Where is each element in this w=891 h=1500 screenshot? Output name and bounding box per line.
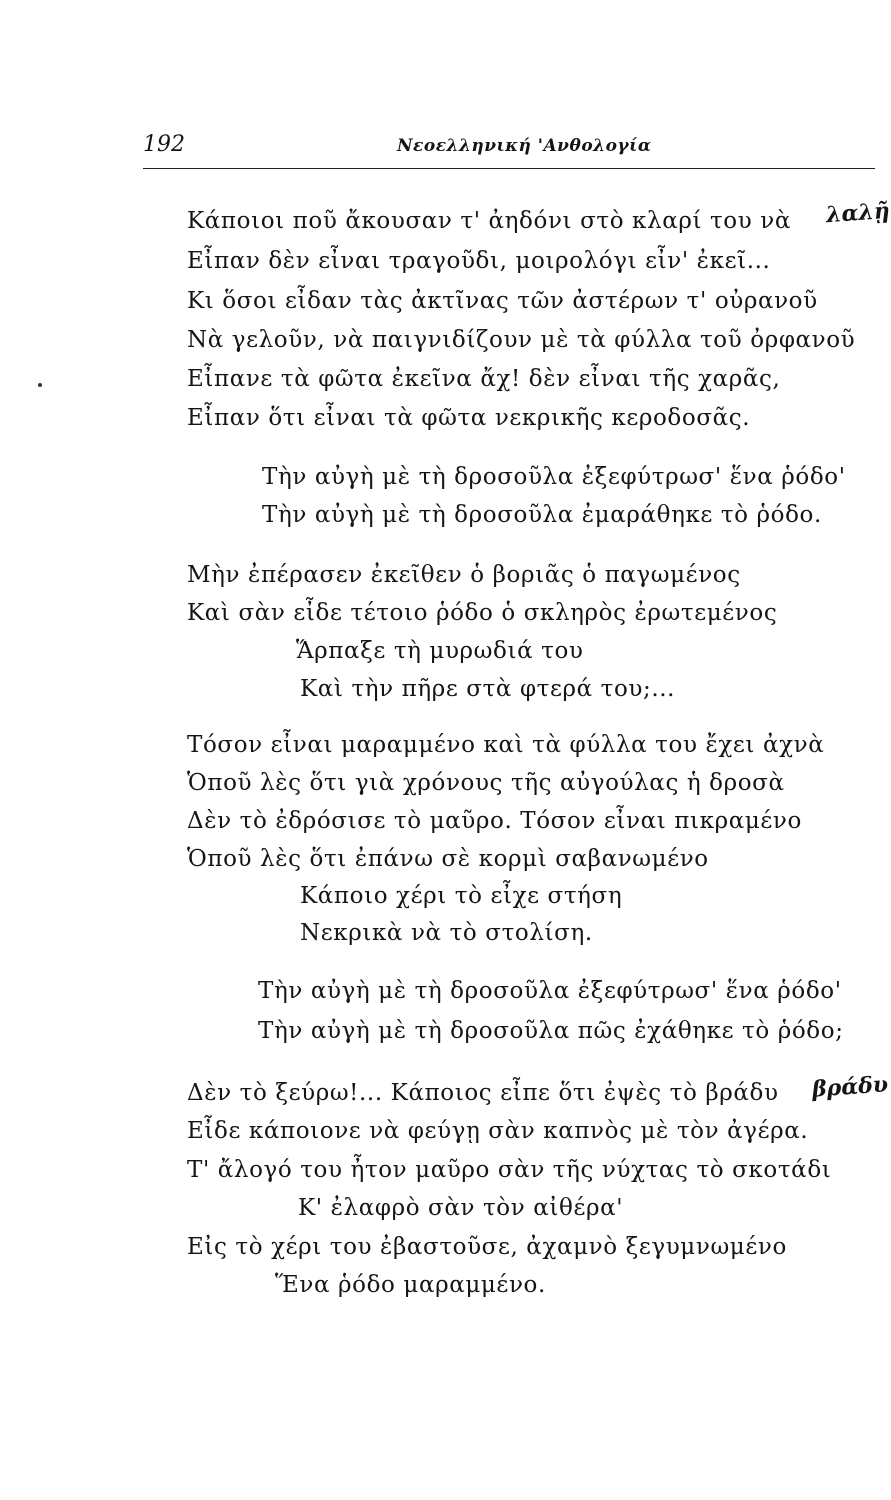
- poem-line: Καὶ τὴν πῆρε στὰ φτερά του;...: [300, 676, 676, 702]
- poem-line: Δὲν τὸ ἐδρόσισε τὸ μαῦρο. Τόσον εἶναι πικραμένο: [187, 808, 802, 834]
- poem-line: Εἰς τὸ χέρι του ἐβαστοῦσε, ἀχαμνὸ ξεγυμνωμένο: [187, 1234, 787, 1260]
- poem-line: Ἅρπαξε τὴ μυρωδιά του: [296, 638, 584, 664]
- poem-line: Νεκρικὰ νὰ τὸ στολίση.: [300, 920, 593, 946]
- refrain-line: Τὴν αὐγὴ μὲ τὴ δροσοῦλα ἐξεφύτρωσ' ἕνα ῥόδο': [258, 978, 842, 1004]
- running-title: Νεοελληνική 'Ανθολογία: [397, 136, 652, 156]
- poem-line: Μὴν ἐπέρασεν ἐκεῖθεν ὁ βοριᾶς ὁ παγωμένος: [187, 562, 741, 588]
- poem-line: Κι ὅσοι εἶδαν τὰς ἀκτῖνας τῶν ἀστέρων τ' οὐρανοῦ: [187, 288, 818, 314]
- poem-line: Τ' ἄλογό του ἦτον μαῦρο σὰν τῆς νύχτας τὸ σκοτάδι: [187, 1157, 832, 1183]
- poem-line: Νὰ γελοῦν, νὰ παιγνιδίζουν μὲ τὰ φύλλα τοῦ ὀρφανοῦ: [187, 327, 856, 353]
- poem-line: Ἕνα ῥόδο μαραμμένο.: [275, 1272, 546, 1298]
- poem-line: Κάποιο χέρι τὸ εἶχε στήση: [300, 883, 623, 909]
- page-header: [143, 128, 883, 172]
- poem-line: Ὁποῦ λὲς ὅτι ἐπάνω σὲ κορμὶ σαβανωμένο: [187, 846, 709, 872]
- margin-dot: [38, 383, 42, 387]
- page-number: 192: [143, 132, 185, 157]
- poem-line: Εἶδε κάποιονε νὰ φεύγῃ σὰν καπνὸς μὲ τὸν ἀγέρα.: [187, 1118, 809, 1144]
- poem-line: Εἶπαν δὲν εἶναι τραγοῦδι, μοιρολόγι εἶν' ἐκεῖ...: [187, 248, 771, 274]
- poem-line: Δὲν τὸ ξεύρω!... Κάποιος εἶπε ὅτι ἐψὲς τὸ βράδυ: [187, 1080, 779, 1106]
- refrain-line: Τὴν αὐγὴ μὲ τὴ δροσοῦλα πῶς ἐχάθηκε τὸ ῥόδο;: [258, 1018, 844, 1044]
- margin-note: λαλῇ: [825, 197, 891, 229]
- margin-note: βράδυ: [811, 1071, 889, 1103]
- poem-line: Κ' ἐλαφρὸ σὰν τὸν αἰθέρα': [298, 1195, 624, 1221]
- poem-line: Κάποιοι ποῦ ἄκουσαν τ' ἀηδόνι στὸ κλαρί του νὰ: [187, 208, 791, 234]
- refrain-line: Τὴν αὐγὴ μὲ τὴ δροσοῦλα ἐξεφύτρωσ' ἕνα ῥόδο': [262, 464, 846, 490]
- poem-line: Εἶπαν ὅτι εἶναι τὰ φῶτα νεκρικῆς κεροδοσᾶς.: [187, 405, 751, 431]
- poem-line: Εἶπανε τὰ φῶτα ἐκεῖνα ἄχ! δὲν εἶναι τῆς χαρᾶς,: [187, 366, 781, 392]
- header-rule: [143, 168, 875, 169]
- poem-line: Καὶ σὰν εἶδε τέτοιο ῥόδο ὁ σκληρὸς ἐρωτεμένος: [187, 600, 778, 626]
- poem-line: Τόσον εἶναι μαραμμένο καὶ τὰ φύλλα του ἔχει ἀχνὰ: [187, 732, 825, 758]
- refrain-line: Τὴν αὐγὴ μὲ τὴ δροσοῦλα ἐμαράθηκε τὸ ῥόδο.: [262, 502, 822, 528]
- poem-line: Ὁποῦ λὲς ὅτι γιὰ χρόνους τῆς αὐγούλας ἡ δροσὰ: [187, 770, 785, 796]
